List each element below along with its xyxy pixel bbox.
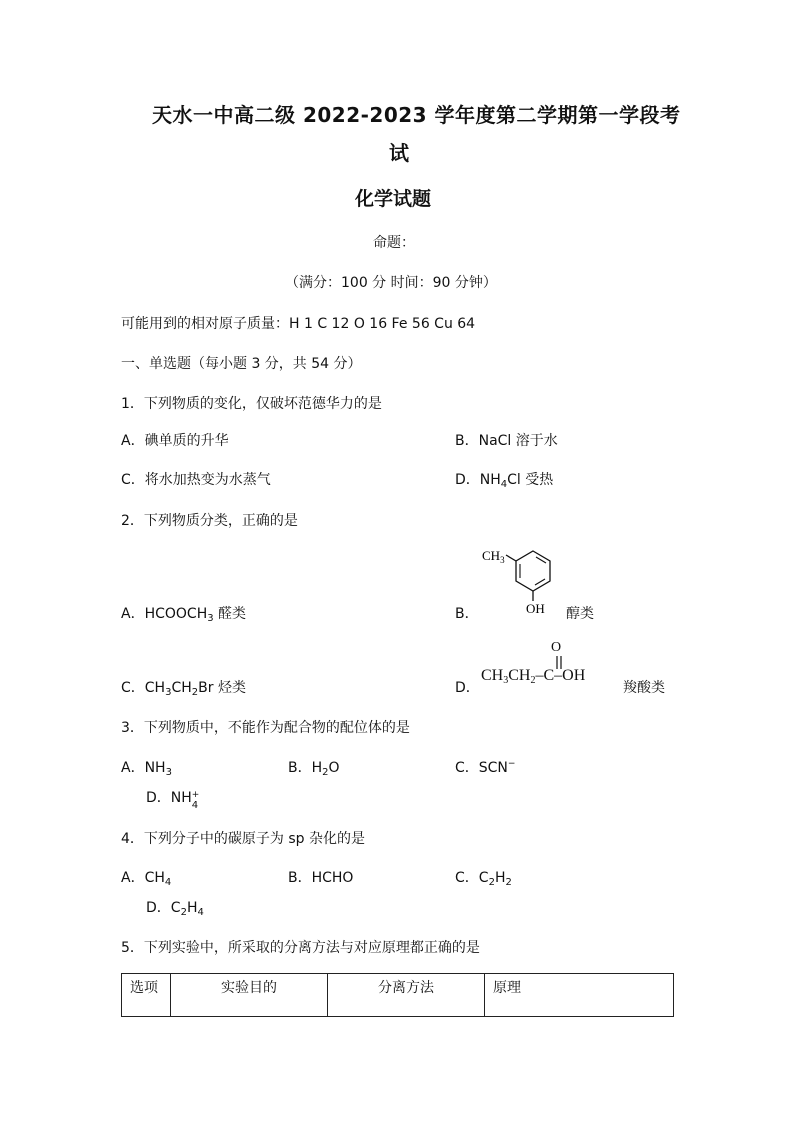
q3-option-c: [455, 757, 515, 777]
q3-option-a: [121, 757, 172, 778]
q4-option-a: [121, 867, 171, 888]
q4-option-d: [146, 897, 204, 918]
q2-a-suffix: 醛类: [213, 606, 247, 622]
table-header-option: 选项: [122, 974, 171, 1017]
b-ch3-label: $CH_3$: [482, 548, 505, 565]
d-ch3: CH: [481, 667, 504, 684]
q4-a-prefix: A．CH: [121, 870, 165, 886]
q2-c-mid: CH: [171, 680, 192, 696]
q4-d-sub1: 2: [180, 907, 187, 918]
m-cresol-structure: [478, 543, 568, 623]
q3-c-sup: −: [507, 759, 516, 769]
methyl-bond: [506, 555, 516, 561]
q3-a-sub: 3: [165, 767, 172, 778]
table-header-method: 分离方法: [328, 974, 485, 1017]
q1-d-sub: 4: [500, 479, 508, 490]
q4-option-c: [455, 867, 512, 888]
q2-option-b-label: B．: [455, 606, 479, 622]
q4-a-sub: 4: [164, 877, 172, 888]
exam-info: （满分：100 分 时间：90 分钟）: [285, 275, 497, 291]
propanoic-acid-o: O: [551, 640, 562, 655]
q2-c-sub1: 3: [165, 687, 172, 698]
d-ch3-sub: 3: [503, 675, 509, 686]
d-ch2-sub: 2: [530, 675, 536, 686]
atomic-masses: 可能用到的相对原子质量：H 1 C 12 O 16 Fe 56 Cu 64: [121, 316, 476, 332]
q3-b-prefix: B．H: [288, 760, 323, 776]
table-header-row: [122, 974, 674, 1017]
q2-c-sub2: 2: [191, 687, 199, 698]
b-oh-label: OH: [526, 601, 545, 616]
q4-d-sub2: 4: [197, 907, 204, 918]
q2-option-b-class: 醇类: [566, 606, 594, 622]
q4-d-prefix: D．C: [146, 900, 181, 916]
q1-option-c: C．将水加热变为水蒸气: [121, 472, 271, 488]
exam-title-line1: 天水一中高二级 2022-2023 学年度第二学期第一学段考: [152, 103, 681, 127]
q1-d-prefix: D．NH: [455, 472, 501, 488]
q3-d-prefix: D．NH: [146, 790, 192, 806]
q4-c-sub2: 2: [505, 877, 512, 888]
q1-stem: 1．下列物质的变化，仅破坏范德华力的是: [121, 396, 382, 412]
q4-option-b: B．HCHO: [288, 870, 354, 886]
q3-d-sup: +: [191, 790, 200, 800]
q2-a-sub: 3: [207, 613, 214, 624]
q3-b-sub: 2: [322, 767, 329, 778]
q2-a-prefix: A．HCOOCH: [121, 606, 208, 622]
q3-option-d: [146, 787, 200, 811]
q2-option-c: [121, 677, 246, 698]
author-line: 命题：: [373, 235, 415, 251]
d-cooh: –C–OH: [535, 667, 586, 684]
q2-option-a: [121, 603, 246, 624]
q5-table: [121, 973, 674, 1017]
q3-a-prefix: A．NH: [121, 760, 166, 776]
q2-stem: 2．下列物质分类，正确的是: [121, 513, 298, 529]
section-heading: 一、单选题（每小题 3 分，共 54 分）: [121, 356, 362, 372]
q3-c-prefix: C．SCN: [455, 760, 508, 776]
table-header-principle: 原理: [485, 974, 674, 1017]
exam-title-line2: 试: [389, 141, 410, 165]
q2-option-d-class: 羧酸类: [623, 680, 665, 696]
propanoic-acid-formula: [481, 667, 585, 686]
table-header-purpose: 实验目的: [171, 974, 328, 1017]
q4-d-mid: H: [186, 900, 198, 916]
q1-d-suffix: Cl 受热: [507, 472, 554, 488]
benzene-ring: [516, 551, 550, 591]
q2-c-prefix: C．CH: [121, 680, 166, 696]
q4-c-prefix: C．C: [455, 870, 489, 886]
q4-c-sub1: 2: [488, 877, 495, 888]
exam-subtitle: 化学试题: [355, 188, 432, 210]
q5-stem: 5．下列实验中，所采取的分离方法与对应原理都正确的是: [121, 940, 480, 956]
q3-d-sub: 4: [191, 800, 199, 811]
q1-option-b: B．NaCl 溶于水: [455, 433, 558, 449]
q3-option-b: [288, 757, 340, 778]
q2-option-d-label: D．: [455, 680, 480, 696]
q4-c-mid: H: [494, 870, 506, 886]
q1-option-d: [455, 469, 553, 490]
q3-stem: 3．下列物质中，不能作为配合物的配位体的是: [121, 720, 410, 736]
q3-b-suffix: O: [328, 760, 340, 776]
q4-stem: 4．下列分子中的碳原子为 sp 杂化的是: [121, 831, 365, 847]
d-ch2: CH: [508, 667, 531, 684]
q2-c-suffix: Br 烃类: [198, 680, 246, 696]
q1-option-a: A．碘单质的升华: [121, 433, 229, 449]
